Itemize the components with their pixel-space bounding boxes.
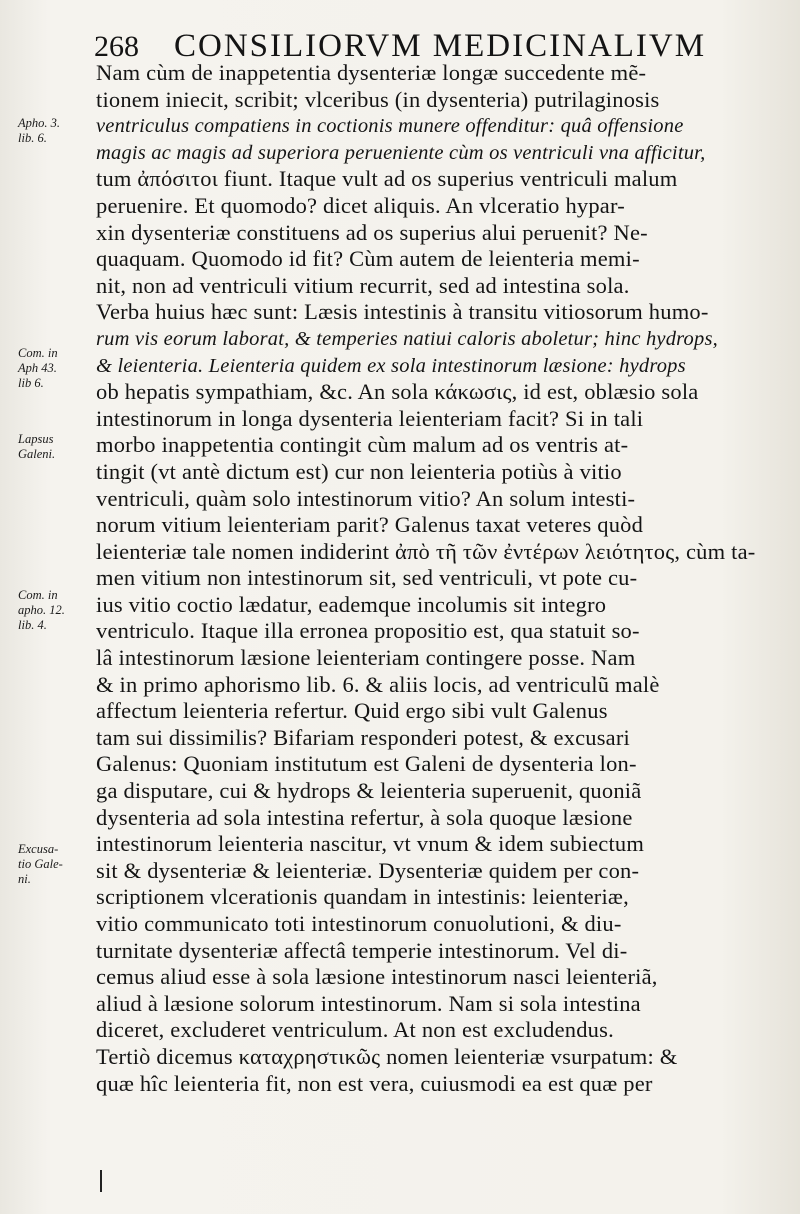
text-line: tam sui dissimilis? Bifariam responderi potest, & excusari (96, 724, 630, 750)
text-line: quæ hîc leienteria fit, non est vera, cuiusmodi ea est quæ per (96, 1070, 653, 1096)
margin-note-line: Galeni. (18, 447, 56, 461)
margin-note (18, 842, 98, 887)
page-edge-mark (100, 1170, 108, 1192)
text-line: turnitate dysenteriæ affectâ temperie intestinorum. Vel di- (96, 937, 628, 963)
text-line: Nam cùm de inappetentia dysenteriæ longæ succedente mẽ- (96, 60, 647, 85)
margin-note-line: Com. in (18, 588, 58, 602)
text-line: Galenus: Quoniam institutum est Galeni de dysenteria lon- (96, 751, 637, 777)
margin-note-line: lib. 6. (18, 131, 47, 145)
text-line: lâ intestinorum læsione leienteriam contingere posse. Nam (96, 645, 636, 671)
text-line: magis ac magis ad superiora perueniente cùm os ventriculi vna afficitur, (96, 141, 706, 164)
text-line: norum vitium leienteriam parit? Galenus taxat veteres quòd (96, 512, 644, 538)
margin-note (18, 588, 98, 633)
text-line: ob hepatis sympathiam, &c. An sola κάκωσις, id est, oblæsio sola (96, 379, 699, 405)
text-line: quaquam. Quomodo id fit? Cùm autem de leienteria memi- (96, 246, 640, 272)
margin-note-line: apho. 12. (18, 603, 65, 617)
margin-note-line: tio Gale- (18, 857, 63, 871)
margin-note-line: Apho. 3. (18, 116, 61, 130)
text-line: sit & dysenteriæ & leienteriæ. Dysenteriæ quidem per con- (96, 857, 640, 883)
text-line: men vitium non intestinorum sit, sed ventriculi, vt pote cu- (96, 565, 638, 591)
margin-note-line: Excusa- (18, 842, 59, 856)
text-line: aliud à læsione solorum intestinorum. Nam si sola intestina (96, 990, 641, 1016)
margin-note-line: Lapsus (18, 432, 54, 446)
text-line: tionem iniecit, scribit; vlceribus (in dysenteria) putrilaginosis (96, 86, 660, 112)
margin-note (18, 346, 98, 391)
text-line: ga disputare, cui & hydrops & leienteria superuenit, quoniã (96, 778, 642, 804)
margin-note-line: Aph 43. (18, 361, 57, 375)
text-line: rum vis eorum laborat, & temperies natiui caloris aboletur; hinc hydrops, (96, 327, 718, 350)
body-text (96, 60, 776, 1097)
text-line: ius vitio coctio lædatur, eademque incolumis sit integro (96, 591, 607, 617)
margin-note-line: lib 6. (18, 376, 44, 390)
text-line: cemus aliud esse à sola læsione intestinorum nasci leienteriã, (96, 964, 658, 990)
text-line: intestinorum leienteria nascitur, vt vnum & idem subiectum (96, 831, 645, 857)
text-line: Verba huius hæc sunt: Læsis intestinis à transitu vitiosorum humo- (96, 299, 709, 325)
margin-note-line: lib. 4. (18, 618, 47, 632)
text-line: tum ἀπόσιτοι fiunt. Itaque vult ad os superius ventriculi malum (96, 166, 678, 192)
running-title: CONSILIORVM MEDICINALIVM (174, 28, 707, 64)
text-line: peruenire. Et quomodo? dicet aliquis. An vlceratio hypar- (96, 192, 625, 218)
margin-note (18, 432, 98, 462)
text-line: ventriculo. Itaque illa erronea propositio est, qua statuit so- (96, 618, 640, 644)
text-line: intestinorum in longa dysenteria leienteriam facit? Si in tali (96, 405, 644, 431)
text-line: & leienteria. Leienteria quidem ex sola intestinorum læsione: hydrops (96, 354, 686, 377)
text-line: vitio communicato toti intestinorum conuolutioni, & diu- (96, 911, 622, 936)
text-line: diceret, excluderet ventriculum. At non est excludendus. (96, 1017, 614, 1043)
margin-note-line: Com. in (18, 346, 58, 360)
text-line: dysenteria ad sola intestina refertur, à sola quoque læsione (96, 804, 633, 830)
text-line: morbo inappetentia contingit cùm malum ad os ventris at- (96, 432, 629, 458)
text-line: nit, non ad ventriculi vitium recurrit, sed ad intestina sola. (96, 272, 630, 298)
margin-note (18, 116, 98, 146)
text-line: ventriculus compatiens in coctionis munere offenditur: quâ offensione (96, 115, 684, 138)
text-line: Tertiò dicemus καταχρηστικῶς nomen leienteriæ vsurpatum: & (96, 1043, 678, 1069)
text-line: affectum leienteria refertur. Quid ergo sibi vult Galenus (96, 698, 608, 724)
text-line: leienteriæ tale nomen indiderint ἀπὸ τῆ τῶν ἐντέρων λειότητος, cùm ta- (96, 538, 756, 564)
text-line: xin dysenteriæ constituens ad os superius alui peruenit? Ne- (96, 219, 648, 245)
text-line: & in primo aphorismo lib. 6. & aliis locis, ad ventriculũ malè (96, 671, 660, 697)
text-line: tingit (vt antè dictum est) cur non leienteria potiùs à vitio (96, 458, 622, 484)
margin-note-line: ni. (18, 872, 31, 886)
text-line: scriptionem vlcerationis quandam in intestinis: leienteriæ, (96, 884, 629, 910)
text-line: ventriculi, quàm solo intestinorum vitio? An solum intesti- (96, 485, 636, 511)
page-number: 268 (94, 30, 139, 63)
